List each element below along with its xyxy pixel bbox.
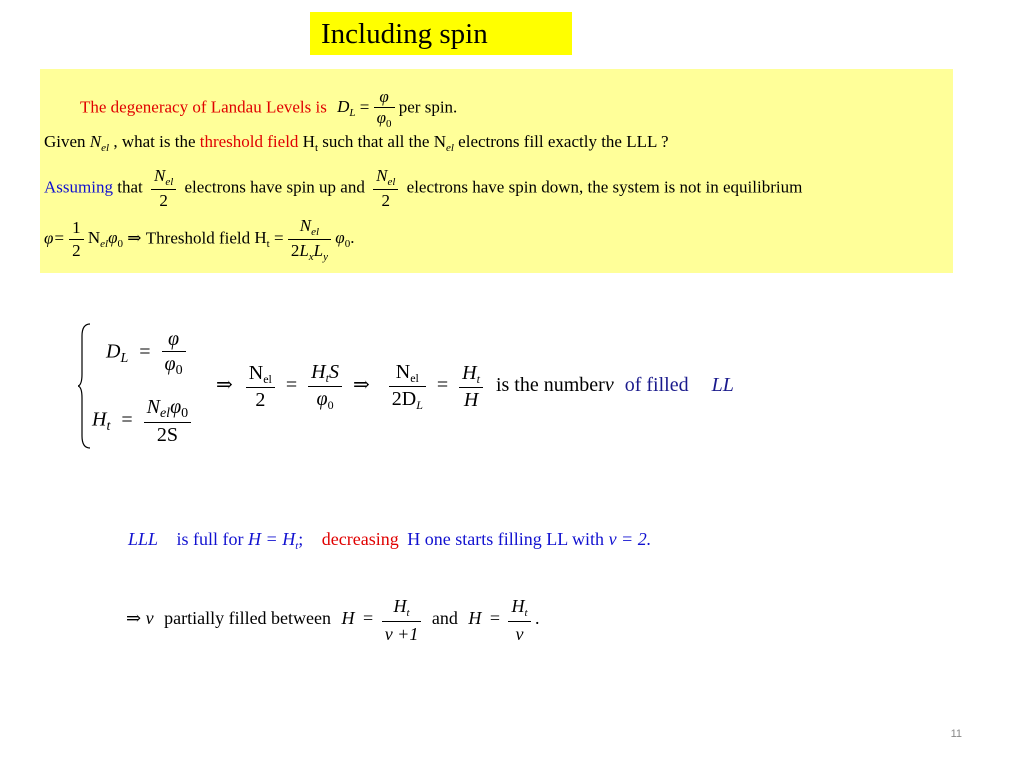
nu-equals-2: ν = 2. xyxy=(608,529,652,549)
phi-equals: φ= xyxy=(44,228,65,248)
sym-Nel: $N_{el}$ xyxy=(89,132,110,154)
is-the-number-text: is the number xyxy=(495,374,605,397)
panel-line-given xyxy=(44,132,669,154)
one-starts-filling-text: H one starts filling LL with xyxy=(407,529,605,549)
slide-title xyxy=(310,12,572,55)
sym-D: $D_L$ xyxy=(337,97,356,120)
sym-Ht: $H_t$ xyxy=(302,132,319,154)
panel-line-assuming xyxy=(44,165,802,212)
nu-symbol: ν xyxy=(604,374,614,397)
fraction-Nel-over-2DL: $\frac{N_{el}}{2D_L}$ xyxy=(389,360,426,413)
fraction-Nel-over-2LxLy: $\frac{N_{el}}{2L_xL_y}$ xyxy=(288,215,331,264)
slide-number: 11 xyxy=(950,728,962,740)
given-text: Given xyxy=(44,132,86,151)
fraction-phi-over-phi0: $\frac{\varphi}{\varphi_0}$ xyxy=(374,87,395,130)
fraction-Nel-over-2-big: $\frac{N_{el}}{2}$ xyxy=(246,361,275,412)
per-spin-text: per spin. xyxy=(398,97,458,117)
implies-arrow-3: ⇒ xyxy=(126,608,142,629)
nu-symbol-2: ν xyxy=(145,608,154,629)
equation-chain: ⇒ $\frac{N_{el}}{2}$ = $\frac{H_tS}{\varphi_0}$ ⇒ $\frac{N_{el}}{2D_L}$ = $\frac{H_t}{H}$ is the numberν of filled LL xyxy=(216,361,734,412)
slide-title-text: Including spin xyxy=(321,18,488,50)
that-text: that xyxy=(117,177,143,197)
fraction-Nelphi0-over-2S: $\frac{N_{el}\varphi_0}{2S}$ xyxy=(144,395,192,447)
spin-down-text: electrons have spin down, the system is not in equilibrium xyxy=(406,177,803,197)
fraction-one-half: $\frac{1}{2}$ xyxy=(69,217,84,262)
phi0-tail: $\varphi_0$. xyxy=(335,228,355,251)
panel-line-threshold xyxy=(44,215,354,264)
threshold-field-label: Threshold field xyxy=(145,228,251,248)
what-is-the-text: , what is the xyxy=(113,132,196,151)
implies-arrow-2: ⇒ xyxy=(352,374,370,397)
partially-filled-text: partially filled between xyxy=(164,608,332,629)
of-filled-text: of filled xyxy=(624,374,689,397)
line-lll-full xyxy=(128,529,651,550)
equals-sign-b: = xyxy=(273,228,284,248)
N-el-phi0: $N_{el}\varphi_0$ xyxy=(87,228,124,251)
degeneracy-text: The degeneracy of Landau Levels is xyxy=(80,97,327,117)
equals-sign: = xyxy=(359,97,370,117)
threshold-field-text: threshold field xyxy=(199,132,299,151)
LLL-symbol: LLL xyxy=(128,529,159,549)
fraction-Nel-over-2-b: $\frac{N_{el}}{2}$ xyxy=(373,165,398,212)
equation-DL: $D_L$ = $\frac{\varphi}{\varphi_0}$ xyxy=(106,327,186,379)
left-brace-icon xyxy=(78,322,92,450)
electrons-fill-text: electrons fill exactly the LLL ? xyxy=(458,132,669,151)
decreasing-text: decreasing xyxy=(321,529,399,549)
equation-Ht: $H_t$ = $\frac{N_{el}\varphi_0}{2S}$ xyxy=(92,395,191,447)
implies-arrow: ⇒ xyxy=(127,228,142,248)
line-partially-filled: ⇒ ν partially filled between H = $\frac{H_t}{\nu +1}$ and H = $\frac{H_t}{\nu}$ . xyxy=(126,596,540,644)
implies-arrow-1: ⇒ xyxy=(216,374,233,397)
fraction-Nel-over-2: $\frac{N_{el}}{2}$ xyxy=(151,165,176,212)
and-text: and xyxy=(431,608,458,629)
fraction-phi-phi0-big: $\frac{\varphi}{\varphi_0}$ xyxy=(162,327,186,379)
assuming-text: Assuming xyxy=(44,177,113,197)
sym-Ht-b: $H_t$ xyxy=(254,228,270,251)
such-that-text: such that all the xyxy=(322,132,430,151)
is-full-text: is full for xyxy=(176,529,244,549)
fraction-Ht-over-nu: $\frac{H_t}{\nu}$ xyxy=(508,594,530,646)
sym-Nel-2: $N_{el}$ xyxy=(433,132,454,154)
panel-line-degeneracy xyxy=(80,87,457,130)
fraction-Ht-over-nu-plus-1: $\frac{H_t}{\nu +1}$ xyxy=(382,594,422,646)
H-equals-Ht: $H = H_t$; xyxy=(248,529,304,552)
LL-symbol: LL xyxy=(711,374,734,397)
fraction-Ht-over-H: $\frac{H_t}{H}$ xyxy=(459,361,483,412)
spin-up-text: electrons have spin up and xyxy=(184,177,365,197)
fraction-HtS-over-phi0: $\frac{H_tS}{\varphi_0}$ xyxy=(308,360,342,413)
highlight-panel xyxy=(40,69,953,273)
